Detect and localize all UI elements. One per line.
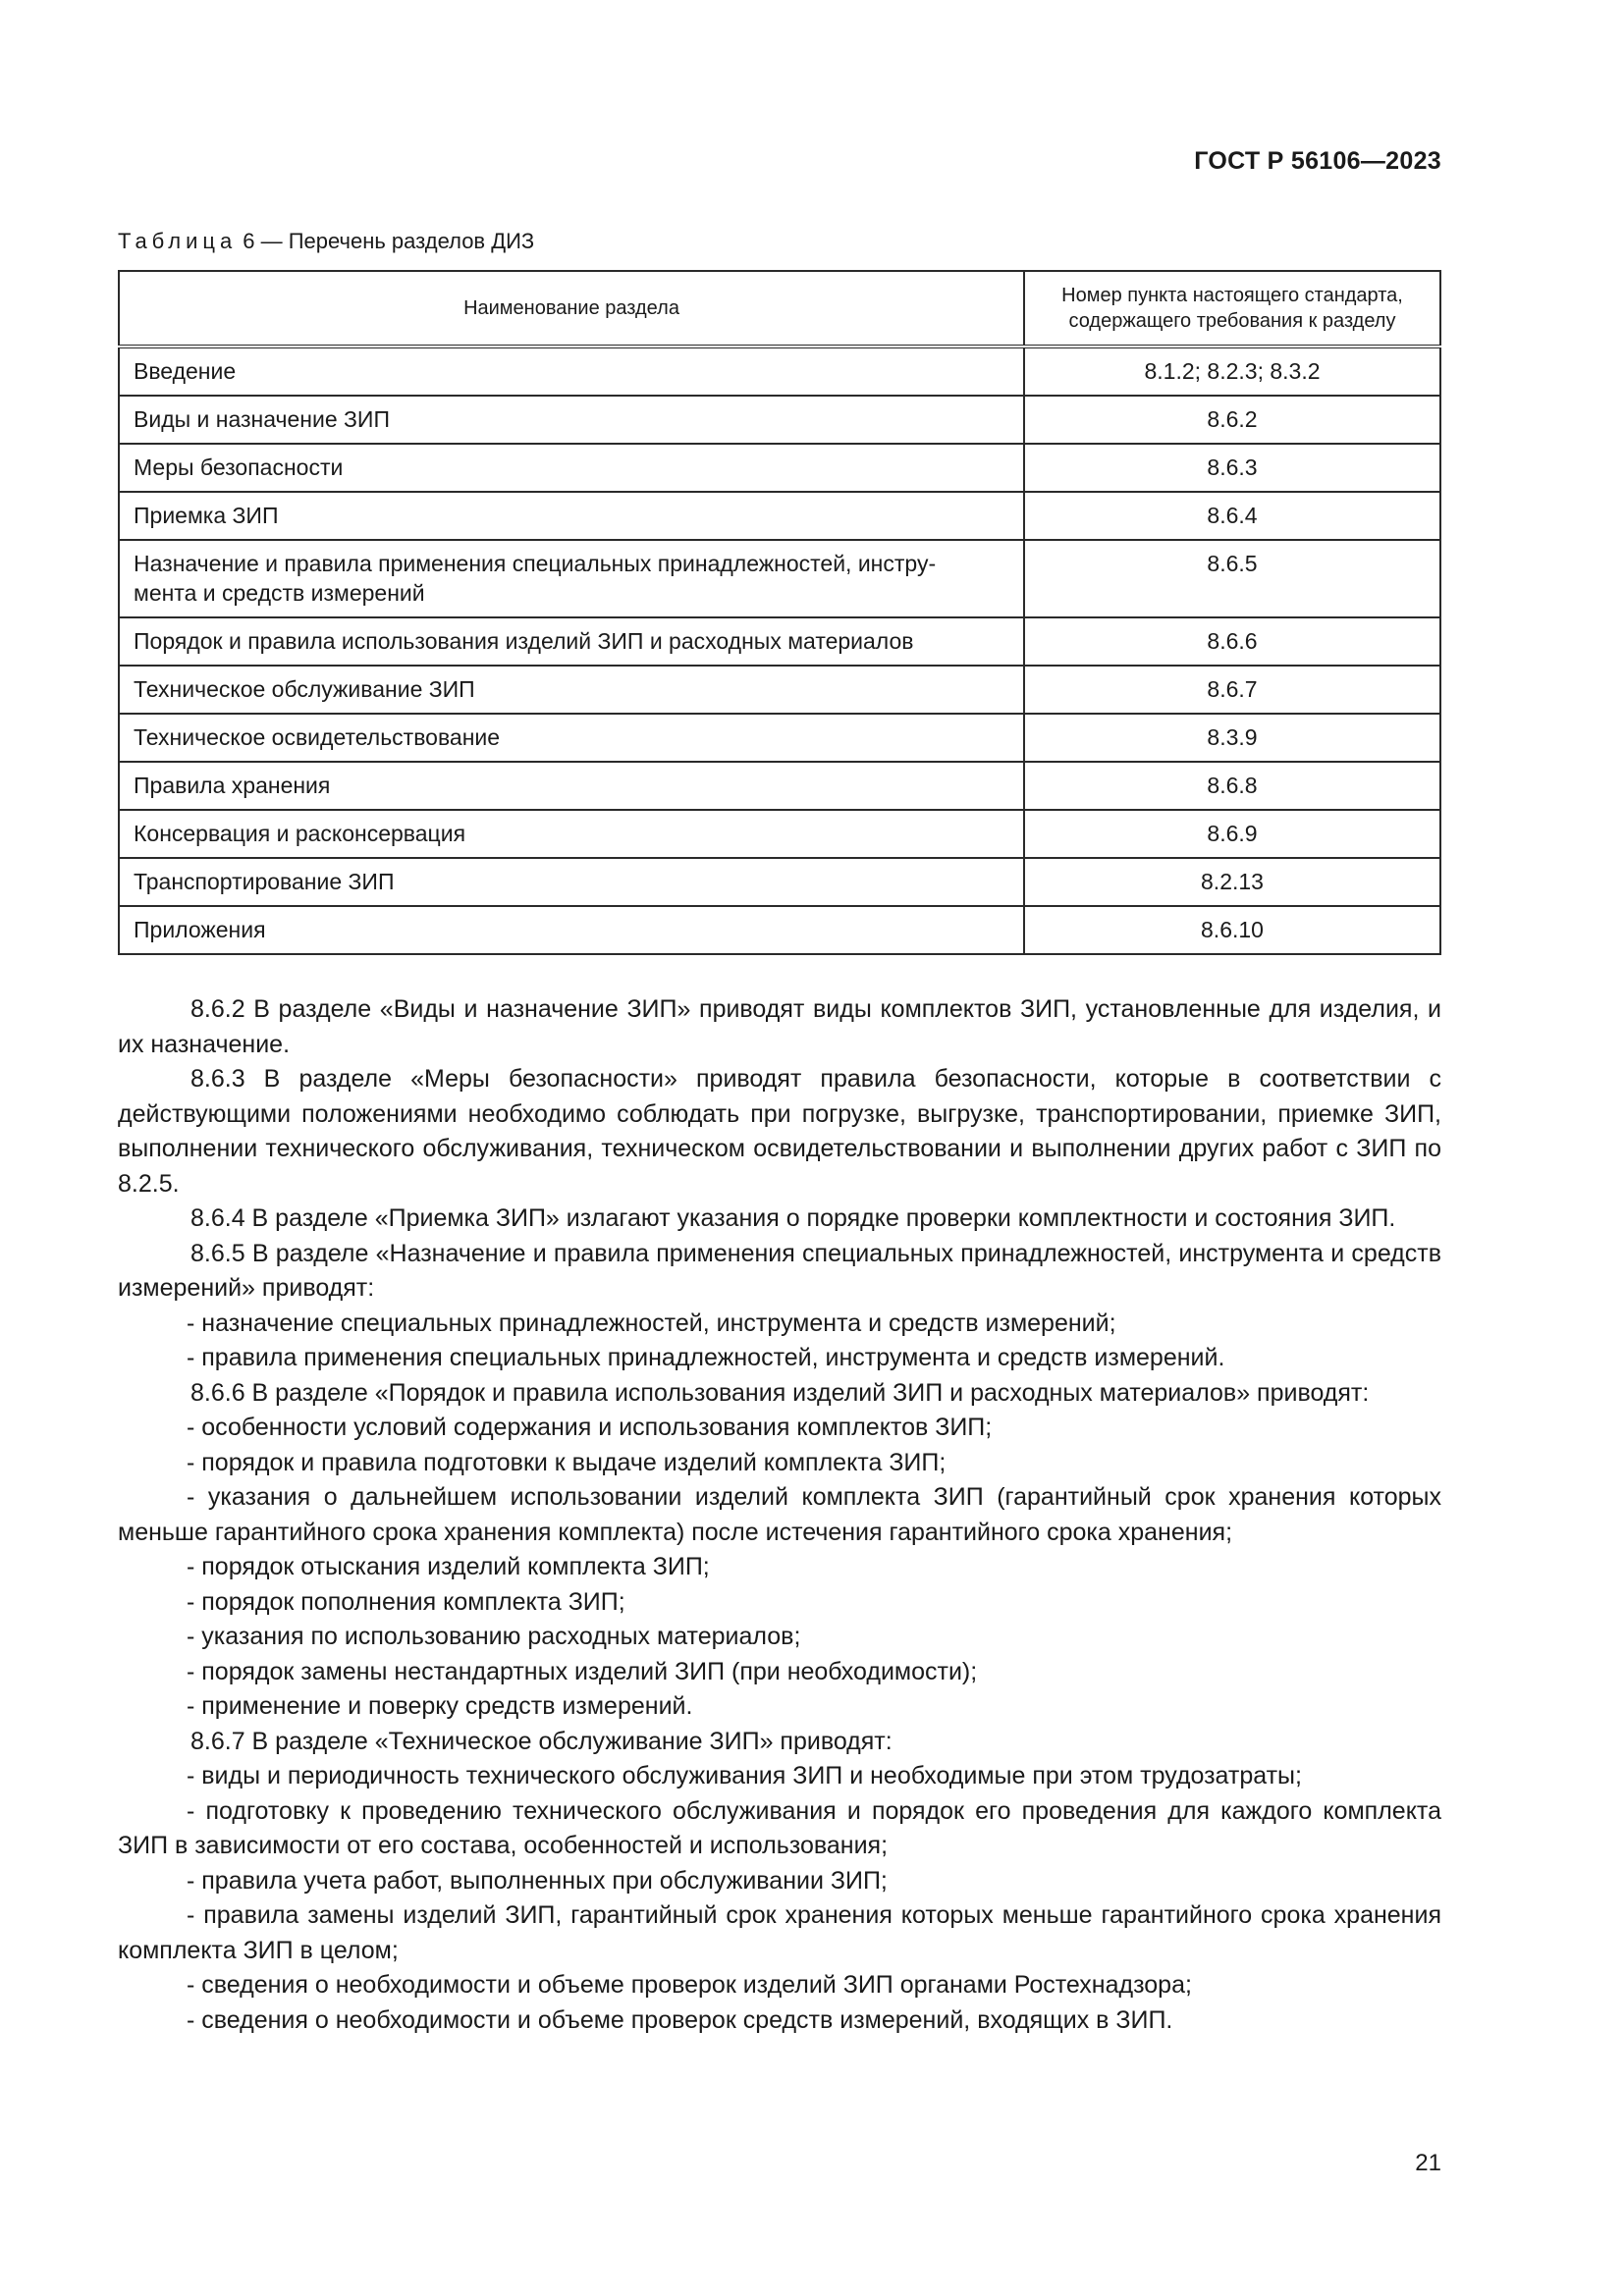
sections-table [118,270,1441,955]
clause-number-cell: 8.6.8 [1024,762,1440,810]
list-item: - сведения о необходимости и объеме проверок изделий ЗИП органами Ростехнадзора; [187,1971,1192,1999]
section-name-cell: Техническое обслуживание ЗИП [119,666,1024,714]
section-name-cell: Консервация и расконсервация [119,810,1024,858]
list-item: - применение и поверку средств измерений. [187,1692,693,1720]
clause-number-cell: 8.6.4 [1024,492,1440,540]
clause-number-cell: 8.2.13 [1024,858,1440,906]
section-name-line1: Назначение и правила применения специальных принадлежностей, инстру- [134,551,937,576]
paragraph-8-6-6: 8.6.6 В разделе «Порядок и правила использования изделий ЗИП и расходных материалов» приводят: [190,1378,1370,1407]
table-row [119,492,1440,540]
clause-number-cell: 8.6.2 [1024,396,1440,444]
table-header-row [119,271,1440,347]
paragraph-8-6-3: 8.6.3 В разделе «Меры безопасности» приводят правила безопасности, которые в соответствии с действующими положениями необходимо соблюдать при погрузке, выгрузке, транспортировании, приемке ЗИП, выполнении технического обслуживания, техническом освидетельствовании и выполнении других работ с ЗИП по 8.2.5. [118,1065,1441,1198]
section-name-line2: мента и средств измерений [134,580,425,606]
list-item: - правила замены изделий ЗИП, гарантийный срок хранения которых меньше гарантийного срока хранения комплекта ЗИП в целом; [118,1901,1441,1964]
list-item: - виды и периодичность технического обслуживания ЗИП и необходимые при этом трудозатраты; [187,1762,1302,1789]
clause-number-cell: 8.3.9 [1024,714,1440,762]
body-text [118,992,1441,2038]
paragraph-8-6-2: 8.6.2 В разделе «Виды и назначение ЗИП» приводят виды комплектов ЗИП, установленные для изделия, и их назначение. [118,995,1441,1058]
table-row [119,617,1440,666]
clause-number-cell: 8.6.9 [1024,810,1440,858]
list-item: - порядок отыскания изделий комплекта ЗИП; [187,1553,710,1580]
column-header-clause-number [1024,271,1440,347]
table-row [119,347,1440,396]
section-name-cell: Транспортирование ЗИП [119,858,1024,906]
column-header-section-name: Наименование раздела [119,271,1024,347]
list-item: - порядок пополнения комплекта ЗИП; [187,1587,625,1616]
table-caption-title: 6 — Перечень разделов ДИЗ [243,229,535,253]
list-item: - указания о дальнейшем использовании изделий комплекта ЗИП (гарантийный срок хранения которых меньше гарантийного срока хранения комплекта) после истечения гарантийного срока хранения; [118,1483,1441,1546]
paragraph-8-6-5: 8.6.5 В разделе «Назначение и правила применения специальных принадлежностей, инструмента и средств измерений» приводят: [118,1239,1441,1302]
section-name-cell: Введение [119,347,1024,396]
column-header-clause-line1: Номер пункта настоящего стандарта, [1061,285,1403,306]
list-item: - сведения о необходимости и объеме проверок средств измерений, входящих в ЗИП. [187,2005,1173,2034]
table-row [119,666,1440,714]
clause-number-cell: 8.6.3 [1024,444,1440,492]
paragraph-8-6-7: 8.6.7 В разделе «Техническое обслуживание ЗИП» приводят: [190,1727,893,1755]
list-item: - подготовку к проведению технического обслуживания и порядок его проведения для каждого комплекта ЗИП в зависимости от его состава, особенностей и использования; [118,1796,1441,1859]
table-row [119,762,1440,810]
section-name-cell: Виды и назначение ЗИП [119,396,1024,444]
clause-number-cell: 8.6.6 [1024,617,1440,666]
list-item: - правила учета работ, выполненных при обслуживании ЗИП; [187,1866,888,1895]
table-row [119,396,1440,444]
table-caption [118,229,534,254]
table-row [119,714,1440,762]
section-name-cell [119,540,1024,617]
document-code: ГОСТ Р 56106—2023 [1194,147,1441,175]
list-item: - порядок замены нестандартных изделий ЗИП (при необходимости); [187,1657,978,1685]
section-name-cell: Приложения [119,906,1024,954]
clause-number-cell: 8.6.5 [1024,540,1440,617]
table-caption-label: Таблица [118,229,238,253]
section-name-cell: Правила хранения [119,762,1024,810]
list-item: - порядок и правила подготовки к выдаче изделий комплекта ЗИП; [187,1448,947,1476]
table-row [119,540,1440,617]
list-item: - правила применения специальных принадлежностей, инструмента и средств измерений. [187,1344,1225,1371]
table-row [119,444,1440,492]
paragraph-8-6-4: 8.6.4 В разделе «Приемка ЗИП» излагают указания о порядке проверки комплектности и состояния ЗИП. [190,1204,1396,1232]
column-header-clause-line2: содержащего требования к разделу [1068,310,1396,332]
section-name-cell: Техническое освидетельствование [119,714,1024,762]
section-name-cell: Приемка ЗИП [119,492,1024,540]
section-name-cell: Порядок и правила использования изделий ЗИП и расходных материалов [119,617,1024,666]
clause-number-cell: 8.6.10 [1024,906,1440,954]
clause-number-cell: 8.6.7 [1024,666,1440,714]
list-item: - указания по использованию расходных материалов; [187,1623,801,1650]
table-row [119,810,1440,858]
table-row [119,858,1440,906]
table-row [119,906,1440,954]
page-number: 21 [1415,2150,1441,2176]
list-item: - назначение специальных принадлежностей, инструмента и средств измерений; [187,1308,1116,1337]
section-name-cell: Меры безопасности [119,444,1024,492]
clause-number-cell: 8.1.2; 8.2.3; 8.3.2 [1024,347,1440,396]
list-item: - особенности условий содержания и использования комплектов ЗИП; [187,1414,993,1441]
